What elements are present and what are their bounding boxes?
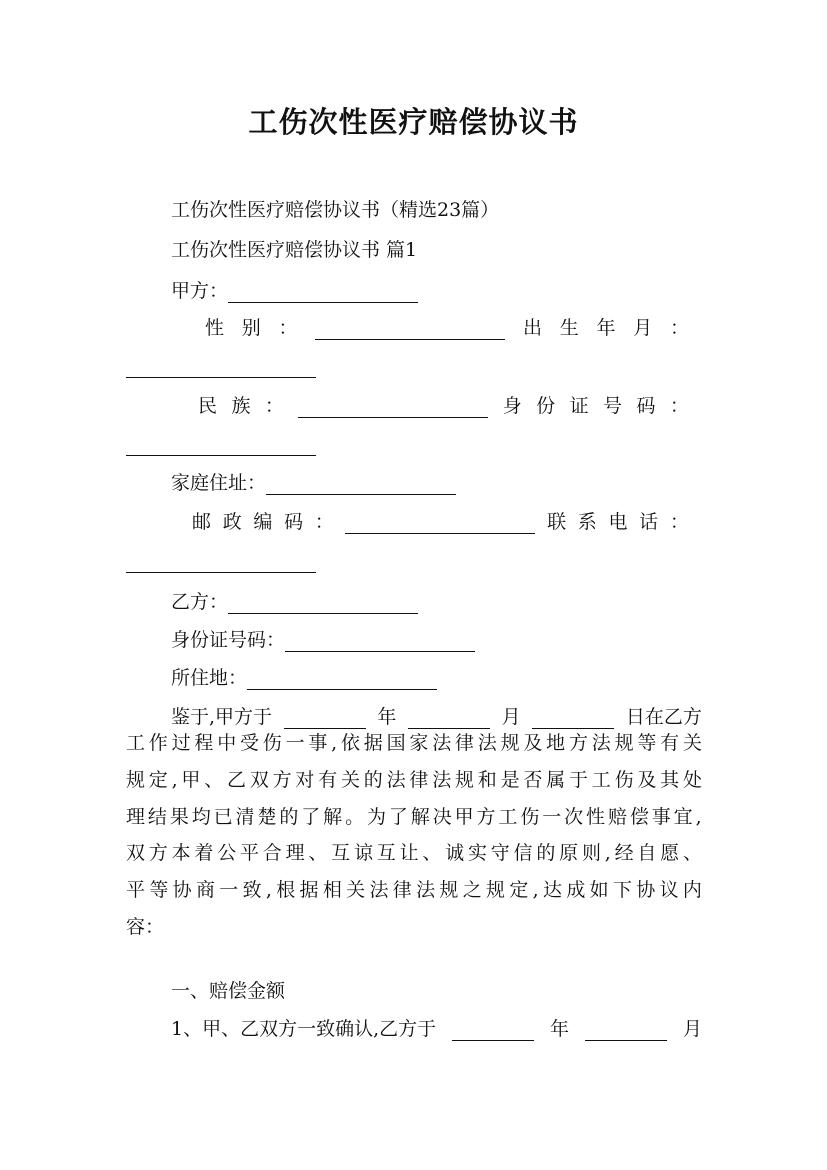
phone-blank[interactable]	[126, 552, 316, 573]
paragraph-char: 解	[323, 805, 343, 828]
paragraph-char: 原	[559, 842, 579, 865]
paragraph-char: 次	[564, 805, 584, 828]
paragraph-char: 一	[542, 805, 562, 828]
paragraph-char: 关	[682, 732, 702, 754]
paragraph-char: 守	[490, 842, 510, 865]
paragraph-char: 法	[416, 879, 436, 902]
postcode-phone-row	[192, 510, 689, 534]
paragraph-char: 致	[242, 879, 262, 902]
paragraph-char: 下	[612, 879, 632, 902]
paragraph-char: 诚	[445, 842, 465, 865]
paragraph-line	[126, 725, 702, 762]
id-blank[interactable]	[126, 435, 316, 456]
paragraph-char: 宜	[673, 805, 693, 828]
paragraph-char: 愿	[660, 842, 680, 865]
paragraph-char: 伤	[262, 732, 282, 754]
paragraph-char: 结	[147, 805, 167, 828]
paragraph-char: 法	[432, 768, 452, 791]
paragraph-char: 决	[432, 805, 452, 828]
id-char: 号	[603, 395, 623, 417]
paragraph-char: 议	[659, 879, 679, 902]
paragraph-char: 平	[126, 879, 146, 902]
paragraph-char: 依	[341, 732, 361, 754]
phone-char: 系	[577, 511, 597, 533]
party-b-id-label: 身份证号码：	[171, 629, 286, 651]
paragraph-char: 如	[589, 879, 609, 902]
paragraph-char: 事	[308, 732, 328, 754]
address-row	[171, 471, 456, 495]
section-item-1	[171, 1017, 702, 1041]
paragraph-char: 成	[566, 879, 586, 902]
paragraph-line	[126, 762, 702, 799]
paragraph-char: 其	[660, 768, 680, 791]
paragraph-char: 家	[409, 732, 429, 754]
paragraph-char: 。	[345, 805, 365, 828]
paragraph-char: 商	[195, 879, 215, 902]
birth-char: 月	[633, 317, 653, 339]
paragraph-char: 赔	[607, 805, 627, 828]
address-label: 家庭住址：	[171, 472, 267, 494]
postcode-blank[interactable]	[345, 513, 535, 534]
paragraph-char: 工	[126, 732, 146, 754]
paragraph-char: 关	[346, 879, 366, 902]
item1-month: 月	[682, 1018, 702, 1040]
article-heading: 工伤次性医疗赔偿协议书 篇1	[171, 239, 418, 261]
paragraph-end: 日在乙方	[625, 706, 702, 728]
phone-char: 电	[608, 511, 628, 533]
ethnicity-id-row	[198, 394, 689, 418]
item1-day-blank[interactable]	[452, 1020, 534, 1041]
id-blank-row	[126, 432, 316, 456]
phone-char: ：	[669, 511, 689, 533]
paragraph-char: 等	[637, 732, 657, 754]
paragraph-char: 工	[498, 805, 518, 828]
paragraph-char: 定	[148, 768, 168, 791]
paragraph-line	[126, 799, 702, 836]
paragraph-char: 规	[486, 879, 506, 902]
paragraph-char: 方	[476, 805, 496, 828]
paragraph-char: 律	[392, 879, 412, 902]
paragraph-char: 理	[285, 842, 305, 865]
paragraph-char: 理	[126, 805, 146, 828]
paragraph-char: 伤	[614, 768, 634, 791]
paragraph-char: 一	[219, 879, 239, 902]
ethnicity-blank[interactable]	[298, 397, 488, 418]
paragraph-char: 经	[614, 842, 634, 865]
party-b-row	[171, 590, 418, 614]
paragraph-body	[126, 725, 702, 946]
birth-char: 生	[559, 317, 579, 339]
postcode-char: 编	[253, 511, 273, 533]
paragraph-char: 信	[513, 842, 533, 865]
paragraph-char: 谅	[353, 842, 373, 865]
party-b-residence-row	[171, 666, 437, 690]
paragraph-char: 楚	[257, 805, 277, 828]
paragraph-char: ,	[171, 768, 178, 791]
party-b-residence-blank[interactable]	[247, 669, 437, 690]
paragraph-char: 中	[217, 732, 237, 754]
birth-blank-row	[126, 354, 316, 378]
postcode-char: ：	[314, 511, 334, 533]
paragraph-char: 性	[586, 805, 606, 828]
paragraph-char: 法	[477, 732, 497, 754]
paragraph-char: 着	[194, 842, 214, 865]
subtitle: 工伤次性医疗赔偿协议书（精选23篇）	[171, 199, 500, 221]
paragraph-char: 达	[543, 879, 563, 902]
paragraph-char: 的	[536, 842, 556, 865]
postcode-char: 码	[284, 511, 304, 533]
paragraph-char: 法	[432, 732, 452, 754]
paragraph-char: 乙	[227, 768, 247, 791]
paragraph-char: 规	[614, 732, 634, 754]
paragraph-char: 据	[363, 732, 383, 754]
paragraph-char: 、	[204, 768, 224, 791]
paragraph-char: ,	[331, 732, 338, 754]
paragraph-char: 互	[376, 842, 396, 865]
postcode-char: 政	[222, 511, 242, 533]
paragraph-char: 之	[462, 879, 482, 902]
paragraph-char: 规	[439, 879, 459, 902]
paragraph-char: 和	[477, 768, 497, 791]
party-a-row	[171, 279, 418, 303]
phone-char: 话	[639, 511, 659, 533]
paragraph-char: 、	[308, 842, 328, 865]
paragraph-char: 的	[279, 805, 299, 828]
id-char: 份	[536, 395, 556, 417]
paragraph-char: 地	[546, 732, 566, 754]
ethnicity-char: 民	[198, 395, 218, 417]
paragraph-char: 作	[148, 732, 168, 754]
paragraph-char: 于	[568, 768, 588, 791]
paragraph-char: ,	[695, 805, 702, 828]
birth-blank[interactable]	[126, 357, 316, 378]
paragraph-char: 律	[454, 732, 474, 754]
paragraph-char: 程	[194, 732, 214, 754]
paragraph-char: 等	[149, 879, 169, 902]
paragraph-char: 有	[318, 768, 338, 791]
paragraph-char: 协	[172, 879, 192, 902]
paragraph-char: 据	[299, 879, 319, 902]
ethnicity-char: 族	[231, 395, 251, 417]
paragraph-char: 、	[682, 842, 702, 865]
paragraph-char: 内	[682, 879, 702, 902]
paragraph-char: 否	[523, 768, 543, 791]
party-b-residence-label: 所住地：	[171, 667, 248, 689]
paragraph-char: 平	[239, 842, 259, 865]
party-b-blank[interactable]	[228, 593, 418, 614]
paragraph-char: 事	[651, 805, 671, 828]
gender-char: ：	[278, 317, 298, 339]
paragraph-char: 为	[366, 805, 386, 828]
paragraph-char: 甲	[181, 768, 201, 791]
item1-year: 年	[550, 1018, 570, 1040]
paragraph-char: 公	[217, 842, 237, 865]
paragraph-month: 月	[501, 706, 521, 728]
paragraph-char: 解	[410, 805, 430, 828]
paragraph-char: 及	[523, 732, 543, 754]
paragraph-line	[126, 835, 702, 872]
paragraph-char: 规	[126, 768, 146, 791]
address-blank[interactable]	[266, 474, 456, 495]
paragraph-char: 均	[191, 805, 211, 828]
party-b-id-blank[interactable]	[285, 631, 475, 652]
item1-year-blank[interactable]	[585, 1020, 667, 1041]
paragraph-char: 方	[568, 732, 588, 754]
id-char: ：	[669, 395, 689, 417]
paragraph-char: 及	[637, 768, 657, 791]
paragraph-char: 甲	[454, 805, 474, 828]
paragraph-last-line: 容：	[126, 915, 165, 938]
paragraph-char: 合	[262, 842, 282, 865]
birth-char: 出	[522, 317, 542, 339]
paragraph-line	[126, 872, 702, 909]
paragraph-char: 让	[399, 842, 419, 865]
paragraph-char: 处	[682, 768, 702, 791]
section-heading: 一、赔偿金额	[171, 980, 286, 1002]
paragraph-char: 法	[386, 768, 406, 791]
paragraph-char: 实	[467, 842, 487, 865]
birth-char: ：	[669, 317, 689, 339]
party-b-id-row	[171, 628, 475, 652]
paragraph-char: 果	[169, 805, 189, 828]
paragraph-char: 双	[249, 768, 269, 791]
paragraph-char: ,	[265, 879, 272, 902]
paragraph-char: 自	[637, 842, 657, 865]
phone-char: 联	[547, 511, 567, 533]
paragraph-char: ,	[604, 842, 611, 865]
paragraph-char: 国	[386, 732, 406, 754]
id-char: 证	[569, 395, 589, 417]
paragraph-char: ,	[532, 879, 539, 902]
paragraph-char: 的	[363, 768, 383, 791]
phone-blank-row	[126, 549, 316, 573]
gender-birth-row	[205, 316, 689, 340]
paragraph-char: 关	[341, 768, 361, 791]
paragraph-char: 、	[422, 842, 442, 865]
paragraph-char: 相	[322, 879, 342, 902]
birth-char: 年	[596, 317, 616, 339]
paragraph-char: 根	[276, 879, 296, 902]
paragraph-char: 律	[409, 768, 429, 791]
paragraph-char: 工	[591, 768, 611, 791]
document-title: 工伤次性医疗赔偿协议书	[248, 105, 579, 139]
paragraph-char: 是	[500, 768, 520, 791]
paragraph-char: 协	[636, 879, 656, 902]
paragraph-char: 已	[213, 805, 233, 828]
paragraph-char: 一	[285, 732, 305, 754]
paragraph-char: 了	[388, 805, 408, 828]
item1-start: 1、甲、乙双方一致确认,乙方于	[171, 1018, 437, 1040]
ethnicity-char: ：	[264, 395, 284, 417]
paragraph-char: 则	[581, 842, 601, 865]
paragraph-char: 定	[509, 879, 529, 902]
party-a-blank[interactable]	[228, 282, 418, 303]
paragraph-char: 偿	[629, 805, 649, 828]
paragraph-char: 过	[171, 732, 191, 754]
paragraph-char: 双	[126, 842, 146, 865]
paragraph-char: 规	[454, 768, 474, 791]
paragraph-char: 本	[171, 842, 191, 865]
paragraph-year: 年	[377, 706, 397, 728]
gender-char: 性	[205, 317, 225, 339]
paragraph-char: 法	[591, 732, 611, 754]
paragraph-char: 伤	[520, 805, 540, 828]
party-a-label: 甲方：	[171, 280, 229, 302]
gender-blank[interactable]	[315, 319, 505, 340]
paragraph-char: 方	[272, 768, 292, 791]
paragraph-start: 鉴于,甲方于	[171, 706, 273, 728]
party-b-label: 乙方：	[171, 591, 229, 613]
paragraph-char: 了	[301, 805, 321, 828]
paragraph-char: 有	[660, 732, 680, 754]
paragraph-char: 互	[331, 842, 351, 865]
paragraph-char: 规	[500, 732, 520, 754]
postcode-char: 邮	[192, 511, 212, 533]
id-char: 身	[502, 395, 522, 417]
paragraph-char: 清	[235, 805, 255, 828]
paragraph-char: 属	[546, 768, 566, 791]
paragraph-char: 受	[239, 732, 259, 754]
gender-char: 别	[241, 317, 261, 339]
id-char: 码	[636, 395, 656, 417]
paragraph-char: 对	[295, 768, 315, 791]
paragraph-char: 方	[148, 842, 168, 865]
paragraph-char: 法	[369, 879, 389, 902]
